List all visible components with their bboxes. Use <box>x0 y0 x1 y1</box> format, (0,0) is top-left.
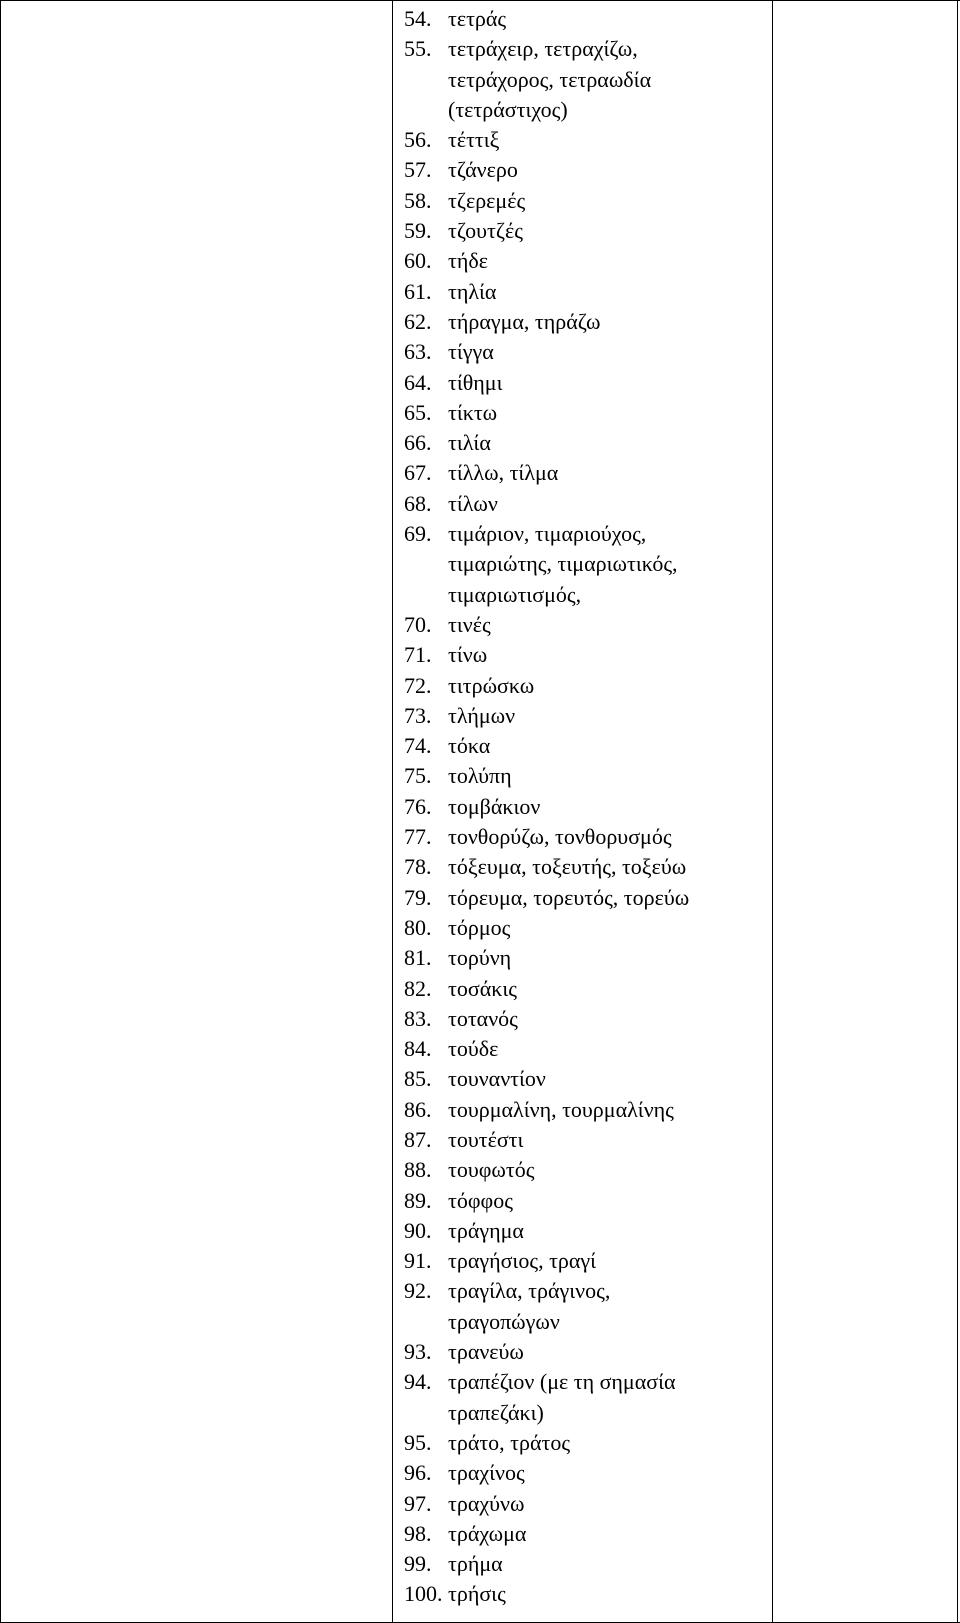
entry-number: 82. <box>404 975 432 1001</box>
list-item <box>404 1428 766 1458</box>
entry-text: τετράχειρ, τετραχίζω, <box>448 36 638 62</box>
entry-continuation: τραγοπώγων <box>448 1308 560 1334</box>
entry-first-line <box>404 1489 766 1519</box>
entry-text: τραπέζιον (με τη σημασία <box>448 1369 676 1395</box>
entry-text: τραγήσιος, τραγί <box>448 1248 597 1274</box>
list-item <box>404 1367 766 1428</box>
entry-first-line <box>404 1458 766 1488</box>
list-item <box>404 398 766 428</box>
entry-text: τίγγα <box>448 339 494 365</box>
entry-number: 92. <box>404 1278 432 1304</box>
entry-text: τομβάκιον <box>448 793 541 819</box>
entry-number: 79. <box>404 884 432 910</box>
entry-text: τέττιξ <box>448 127 500 153</box>
entry-number: 96. <box>404 1460 432 1486</box>
entry-text: τινές <box>448 611 491 637</box>
entry-first-line <box>404 428 766 458</box>
list-item <box>404 883 766 913</box>
list-item <box>404 974 766 1004</box>
entry-text: τζουτζές <box>448 218 523 244</box>
entry-first-line <box>404 1367 766 1397</box>
entry-continuation: (τετράστιχος) <box>448 96 568 122</box>
list-item <box>404 1276 766 1337</box>
entry-continuation: τιμαριωτισμός, <box>448 581 582 607</box>
entry-number: 72. <box>404 672 432 698</box>
entry-first-line <box>404 1034 766 1064</box>
list-item <box>404 640 766 670</box>
entry-number: 87. <box>404 1126 432 1152</box>
entry-first-line <box>404 1276 766 1306</box>
entry-first-line <box>404 155 766 185</box>
list-item <box>404 368 766 398</box>
entry-first-line <box>404 1095 766 1125</box>
entry-first-line <box>404 822 766 852</box>
entry-number: 61. <box>404 278 432 304</box>
entry-first-line <box>404 337 766 367</box>
list-item <box>404 1155 766 1185</box>
entry-continuation: τετράχορος, τετραωδία <box>448 66 652 92</box>
entry-first-line <box>404 1246 766 1276</box>
entry-first-line <box>404 1579 766 1609</box>
entry-first-line <box>404 246 766 276</box>
list-item <box>404 458 766 488</box>
list-item <box>404 125 766 155</box>
entry-text: τουρμαλίνη, τουρμαλίνης <box>448 1096 674 1122</box>
entry-first-line <box>404 852 766 882</box>
entry-first-line <box>404 489 766 519</box>
entry-first-line <box>404 792 766 822</box>
list-item <box>404 1216 766 1246</box>
entry-first-line <box>404 34 766 64</box>
entry-first-line <box>404 307 766 337</box>
entry-number: 89. <box>404 1187 432 1213</box>
entry-first-line <box>404 1337 766 1367</box>
entry-continuation: τιμαριώτης, τιμαριωτικός, <box>448 551 678 577</box>
entry-first-line <box>404 1549 766 1579</box>
entry-number: 83. <box>404 1005 432 1031</box>
list-item <box>404 428 766 458</box>
entry-number: 84. <box>404 1036 432 1062</box>
list-item <box>404 1519 766 1549</box>
entry-text: τουναντίον <box>448 1066 546 1092</box>
entry-text: τραχύνω <box>448 1490 525 1516</box>
list-item <box>404 1064 766 1094</box>
entry-first-line <box>404 671 766 701</box>
entry-text: τηλία <box>448 278 497 304</box>
list-item <box>404 489 766 519</box>
entry-first-line <box>404 458 766 488</box>
entry-text: τίνω <box>448 642 488 668</box>
list-item <box>404 277 766 307</box>
entry-text: τόκα <box>448 733 491 759</box>
list-item <box>404 155 766 185</box>
entry-number: 80. <box>404 914 432 940</box>
list-item <box>404 1095 766 1125</box>
entry-text: τραχίνος <box>448 1460 525 1486</box>
entry-number: 59. <box>404 218 432 244</box>
entry-first-line <box>404 701 766 731</box>
list-item <box>404 792 766 822</box>
entry-first-line <box>404 1186 766 1216</box>
entry-text: τρήμα <box>448 1551 503 1577</box>
entry-text: τράγημα <box>448 1217 524 1243</box>
entry-text: τιλία <box>448 430 491 456</box>
list-item <box>404 246 766 276</box>
list-item <box>404 1458 766 1488</box>
entry-text: τόρμος <box>448 914 511 940</box>
entry-text: τοσάκις <box>448 975 517 1001</box>
entry-first-line <box>404 4 766 34</box>
entry-first-line <box>404 1125 766 1155</box>
entry-first-line <box>404 125 766 155</box>
entry-first-line <box>404 974 766 1004</box>
word-list <box>404 4 766 1610</box>
list-item <box>404 337 766 367</box>
list-item <box>404 34 766 125</box>
entry-text: τίλλω, τίλμα <box>448 460 559 486</box>
entry-number: 98. <box>404 1520 432 1546</box>
entry-text: τολύπη <box>448 763 512 789</box>
entry-text: τζάνερο <box>448 157 518 183</box>
entry-first-line <box>404 640 766 670</box>
entry-text: τονθορύζω, τονθορυσμός <box>448 824 672 850</box>
entry-number: 71. <box>404 642 432 668</box>
list-item <box>404 307 766 337</box>
list-item <box>404 1337 766 1367</box>
entry-text: τιμάριον, τιμαριούχος, <box>448 521 647 547</box>
entry-text: τόρευμα, τορευτός, τορεύω <box>448 884 690 910</box>
entry-number: 74. <box>404 733 432 759</box>
entry-first-line <box>404 398 766 428</box>
entry-text: τετράς <box>448 6 507 31</box>
entry-number: 85. <box>404 1066 432 1092</box>
entry-number: 63. <box>404 339 432 365</box>
entry-first-line <box>404 1155 766 1185</box>
entry-text: τήδε <box>448 248 488 274</box>
list-item <box>404 701 766 731</box>
entry-text: τήραγμα, τηράζω <box>448 308 601 334</box>
entry-number: 75. <box>404 763 432 789</box>
entry-number: 78. <box>404 854 432 880</box>
entry-number: 58. <box>404 187 432 213</box>
entry-number: 56. <box>404 127 432 153</box>
entry-text: τούδε <box>448 1036 499 1062</box>
entry-first-line <box>404 1519 766 1549</box>
entry-number: 57. <box>404 157 432 183</box>
entry-number: 93. <box>404 1339 432 1365</box>
entry-text: τιτρώσκω <box>448 672 535 698</box>
entry-first-line <box>404 1004 766 1034</box>
entry-text: τουφωτός <box>448 1157 535 1183</box>
table-column-left <box>0 0 392 1623</box>
entry-text: τορύνη <box>448 945 512 971</box>
entry-number: 88. <box>404 1157 432 1183</box>
entry-text: τράτο, τράτος <box>448 1429 571 1455</box>
entry-text: τοτανός <box>448 1005 518 1031</box>
entry-number: 100. <box>404 1581 443 1607</box>
list-item <box>404 913 766 943</box>
entry-first-line <box>404 913 766 943</box>
list-item <box>404 186 766 216</box>
entry-first-line <box>404 216 766 246</box>
entry-number: 54. <box>404 6 432 31</box>
entry-text: τρήσις <box>448 1581 506 1607</box>
entry-first-line <box>404 883 766 913</box>
entry-number: 91. <box>404 1248 432 1274</box>
list-item <box>404 610 766 640</box>
entry-first-line <box>404 277 766 307</box>
list-item <box>404 1034 766 1064</box>
entry-number: 94. <box>404 1369 432 1395</box>
entry-first-line <box>404 1216 766 1246</box>
entry-first-line <box>404 610 766 640</box>
entry-text: τζερεμές <box>448 187 526 213</box>
entry-text: τράχωμα <box>448 1520 527 1546</box>
list-item <box>404 822 766 852</box>
list-item <box>404 216 766 246</box>
list-item <box>404 1549 766 1579</box>
entry-number: 55. <box>404 36 432 62</box>
entry-number: 99. <box>404 1551 432 1577</box>
entry-number: 66. <box>404 430 432 456</box>
entry-first-line <box>404 519 766 549</box>
entry-first-line <box>404 943 766 973</box>
list-item <box>404 761 766 791</box>
list-item <box>404 943 766 973</box>
entry-first-line <box>404 761 766 791</box>
entry-first-line <box>404 731 766 761</box>
entry-number: 70. <box>404 611 432 637</box>
list-item <box>404 1004 766 1034</box>
entry-first-line <box>404 368 766 398</box>
entry-text: τίκτω <box>448 399 498 425</box>
entry-number: 67. <box>404 460 432 486</box>
entry-number: 77. <box>404 824 432 850</box>
list-item <box>404 4 766 34</box>
entry-text: τρανεύω <box>448 1339 524 1365</box>
entry-number: 65. <box>404 399 432 425</box>
entry-number: 97. <box>404 1490 432 1516</box>
entry-number: 73. <box>404 702 432 728</box>
list-item <box>404 519 766 610</box>
entry-text: τραγίλα, τράγινος, <box>448 1278 611 1304</box>
entry-text: τόξευμα, τοξευτής, τοξεύω <box>448 854 687 880</box>
list-item <box>404 1125 766 1155</box>
entry-number: 86. <box>404 1096 432 1122</box>
entry-number: 68. <box>404 490 432 516</box>
list-item <box>404 1579 766 1609</box>
entry-number: 64. <box>404 369 432 395</box>
list-item <box>404 1489 766 1519</box>
list-item <box>404 1246 766 1276</box>
entry-number: 76. <box>404 793 432 819</box>
entry-number: 62. <box>404 308 432 334</box>
entry-number: 95. <box>404 1429 432 1455</box>
entry-number: 90. <box>404 1217 432 1243</box>
list-item <box>404 852 766 882</box>
entry-text: τίλων <box>448 490 498 516</box>
entry-text: τουτέστι <box>448 1126 524 1152</box>
table-column-right <box>772 0 958 1623</box>
entry-continuation: τραπεζάκι) <box>448 1399 544 1425</box>
entry-text: τίθημι <box>448 369 503 395</box>
entry-first-line <box>404 186 766 216</box>
entry-text: τλήμων <box>448 702 516 728</box>
list-item <box>404 671 766 701</box>
entry-number: 60. <box>404 248 432 274</box>
list-item <box>404 1186 766 1216</box>
entry-number: 69. <box>404 521 432 547</box>
list-item <box>404 731 766 761</box>
entry-text: τόφφος <box>448 1187 513 1213</box>
entry-number: 81. <box>404 945 432 971</box>
entry-first-line <box>404 1428 766 1458</box>
entry-first-line <box>404 1064 766 1094</box>
